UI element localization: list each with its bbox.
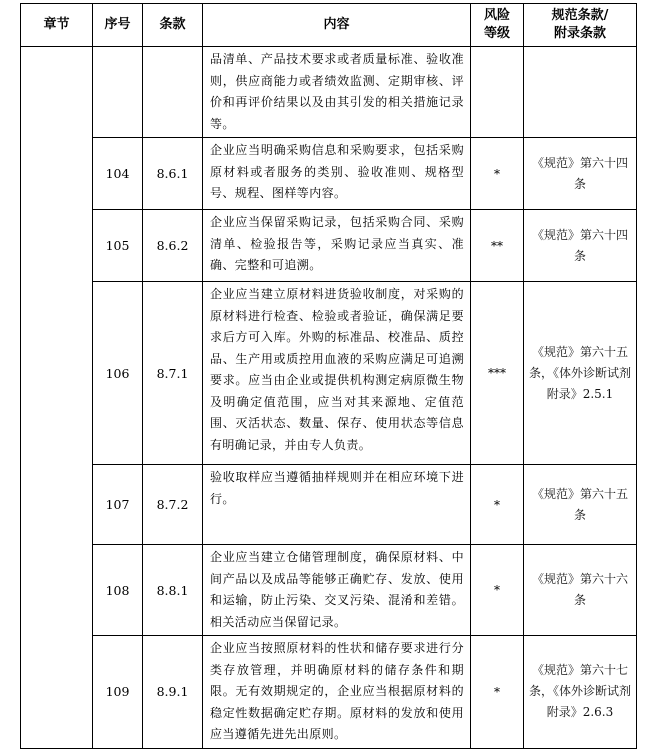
header-seq: 序号 xyxy=(93,4,143,47)
header-article: 条款 xyxy=(143,4,203,47)
table-row xyxy=(21,138,637,210)
seq-cell: 109 xyxy=(93,636,143,749)
table-row xyxy=(21,545,637,636)
content-cell: 验收取样应当遵循抽样规则并在相应环境下进行。 xyxy=(203,465,471,545)
content-cell: 企业应当按照原材料的性状和储存要求进行分类存放管理，并明确原材料的储存条件和期限。无有效期规定的，企业应当根据原材料的稳定性数据确定贮存期。原材料的发放和使用应当遵循先进先出原则。 xyxy=(203,636,471,749)
content-cell: 企业应当建立原材料进货验收制度，对采购的原材料进行检查、检验或者验证，确保满足要求后方可入库。外购的标准品、校准品、质控品、生产用或质控用血液的采购应满足可追溯要求。应当由企业或提供机构测定病原微生物及明确定值范围，应当对其来源地、定值范围、灭活状态、数量、保存、使用状态等信息有明确记录，并由专人负责。 xyxy=(203,282,471,465)
content-cell: 企业应当保留采购记录，包括采购合同、采购清单、检验报告等，采购记录应当真实、准确、完整和可追溯。 xyxy=(203,210,471,282)
seq-cell: 105 xyxy=(93,210,143,282)
clause-cell xyxy=(524,47,637,138)
header-content: 内容 xyxy=(203,4,471,47)
risk-cell: * xyxy=(471,465,524,545)
article-cell xyxy=(143,47,203,138)
article-cell: 8.6.2 xyxy=(143,210,203,282)
header-clause: 规范条款/ 附录条款 xyxy=(524,4,637,47)
header-row xyxy=(21,4,637,47)
article-cell: 8.7.1 xyxy=(143,282,203,465)
clause-cell: 《规范》第六十四条 xyxy=(524,210,637,282)
content-cell: 企业应当明确采购信息和采购要求，包括采购原材料或者服务的类别、验收准则、规格型号、规程、图样等内容。 xyxy=(203,138,471,210)
risk-cell: *** xyxy=(471,282,524,465)
table-row xyxy=(21,282,637,465)
clause-cell: 《规范》第六十五条 xyxy=(524,465,637,545)
risk-cell: ** xyxy=(471,210,524,282)
seq-cell xyxy=(93,47,143,138)
article-cell: 8.9.1 xyxy=(143,636,203,749)
article-cell: 8.7.2 xyxy=(143,465,203,545)
risk-cell: * xyxy=(471,636,524,749)
table-row xyxy=(21,210,637,282)
table-row xyxy=(21,47,637,138)
header-chapter: 章节 xyxy=(21,4,93,47)
header-risk: 风险 等级 xyxy=(471,4,524,47)
seq-cell: 107 xyxy=(93,465,143,545)
seq-cell: 104 xyxy=(93,138,143,210)
clause-cell: 《规范》第六十五条，《体外诊断试剂附录》2.5.1 xyxy=(524,282,637,465)
seq-cell: 106 xyxy=(93,282,143,465)
table-row xyxy=(21,636,637,749)
risk-cell: * xyxy=(471,545,524,636)
table-row xyxy=(21,465,637,545)
clause-cell: 《规范》第六十六条 xyxy=(524,545,637,636)
chapter-cell xyxy=(21,47,93,749)
requirements-table xyxy=(20,3,637,749)
risk-cell xyxy=(471,47,524,138)
content-cell: 品清单、产品技术要求或者质量标准、验收准则，供应商能力或者绩效监测、定期审核、评价和再评价结果以及由其引发的相关措施记录等。 xyxy=(203,47,471,138)
risk-cell: * xyxy=(471,138,524,210)
article-cell: 8.6.1 xyxy=(143,138,203,210)
content-cell: 企业应当建立仓储管理制度，确保原材料、中间产品以及成品等能够正确贮存、发放、使用和运输，防止污染、交叉污染、混淆和差错。相关活动应当保留记录。 xyxy=(203,545,471,636)
clause-cell: 《规范》第六十七条，《体外诊断试剂附录》2.6.3 xyxy=(524,636,637,749)
seq-cell: 108 xyxy=(93,545,143,636)
article-cell: 8.8.1 xyxy=(143,545,203,636)
clause-cell: 《规范》第六十四条 xyxy=(524,138,637,210)
